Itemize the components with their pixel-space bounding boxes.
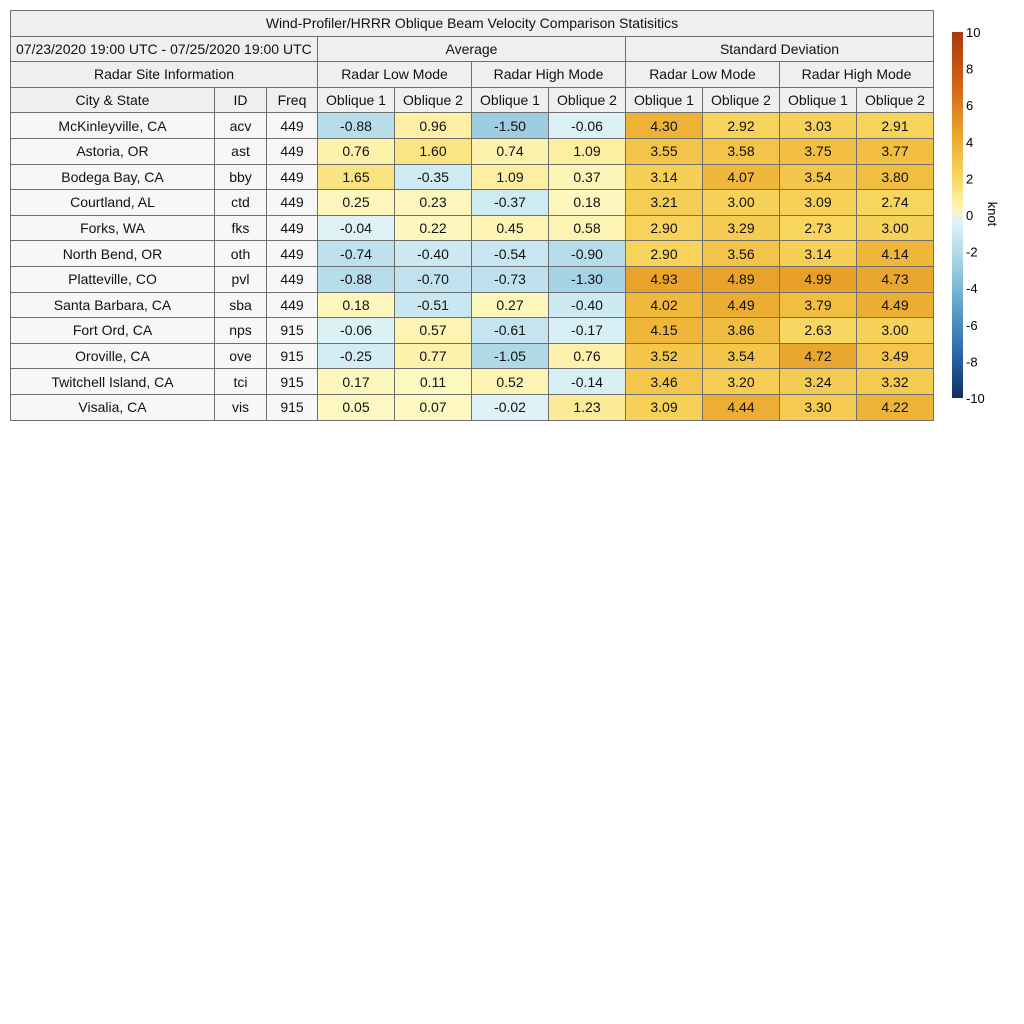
city-cell: Santa Barbara, CA: [11, 292, 215, 318]
std-high-oblique2-cell: 3.80: [857, 164, 934, 190]
std-low-oblique1-cell: 4.93: [626, 266, 703, 292]
colorbar-tick-label: -6: [966, 317, 978, 333]
avg-low-oblique1-cell: 0.25: [318, 190, 395, 216]
avg-high-mode-header: Radar High Mode: [472, 62, 626, 88]
freq-cell: 915: [267, 394, 318, 420]
avg-low-oblique1-cell: -0.74: [318, 241, 395, 267]
table-row: [11, 292, 934, 318]
std-high-oblique1-cell: 3.30: [780, 394, 857, 420]
std-high-oblique1-cell: 2.63: [780, 318, 857, 344]
colorbar-tick-label: 10: [966, 28, 981, 40]
std-low-oblique2-cell: 3.86: [703, 318, 780, 344]
std-low-oblique2-cell: 4.89: [703, 266, 780, 292]
avg-high-oblique2-cell: -0.40: [549, 292, 626, 318]
city-cell: Twitchell Island, CA: [11, 369, 215, 395]
std-high-oblique2-cell: 4.49: [857, 292, 934, 318]
std-high-oblique2-cell: 4.22: [857, 394, 934, 420]
freq-cell: 449: [267, 292, 318, 318]
col-avg-low-oblique2: Oblique 2: [395, 87, 472, 113]
colorbar-tick-label: 2: [966, 171, 974, 187]
freq-cell: 915: [267, 318, 318, 344]
freq-cell: 915: [267, 343, 318, 369]
std-high-oblique1-cell: 3.54: [780, 164, 857, 190]
std-high-oblique2-cell: 4.14: [857, 241, 934, 267]
col-avg-low-oblique1: Oblique 1: [318, 87, 395, 113]
avg-high-oblique2-cell: 0.76: [549, 343, 626, 369]
avg-high-oblique1-cell: -0.73: [472, 266, 549, 292]
std-low-oblique1-cell: 2.90: [626, 215, 703, 241]
freq-cell: 449: [267, 164, 318, 190]
avg-low-oblique1-cell: 0.76: [318, 138, 395, 164]
std-high-oblique2-cell: 3.00: [857, 318, 934, 344]
avg-low-oblique2-cell: 0.23: [395, 190, 472, 216]
colorbar-legend: [948, 28, 1008, 408]
id-cell: nps: [215, 318, 267, 344]
avg-high-oblique1-cell: 0.74: [472, 138, 549, 164]
std-high-oblique2-cell: 2.74: [857, 190, 934, 216]
city-cell: Fort Ord, CA: [11, 318, 215, 344]
id-cell: vis: [215, 394, 267, 420]
city-cell: Visalia, CA: [11, 394, 215, 420]
std-high-oblique1-cell: 3.79: [780, 292, 857, 318]
col-avg-high-oblique2: Oblique 2: [549, 87, 626, 113]
avg-low-oblique2-cell: -0.35: [395, 164, 472, 190]
city-cell: McKinleyville, CA: [11, 113, 215, 139]
colorbar-tick-label: 4: [966, 134, 974, 150]
std-high-oblique2-cell: 2.91: [857, 113, 934, 139]
city-cell: Astoria, OR: [11, 138, 215, 164]
id-cell: pvl: [215, 266, 267, 292]
freq-cell: 449: [267, 215, 318, 241]
id-cell: fks: [215, 215, 267, 241]
avg-low-oblique2-cell: 0.11: [395, 369, 472, 395]
freq-cell: 449: [267, 190, 318, 216]
std-low-oblique1-cell: 4.15: [626, 318, 703, 344]
avg-low-oblique1-cell: -0.06: [318, 318, 395, 344]
col-avg-high-oblique1: Oblique 1: [472, 87, 549, 113]
std-low-oblique2-cell: 3.54: [703, 343, 780, 369]
avg-low-mode-header: Radar Low Mode: [318, 62, 472, 88]
table-row: [11, 215, 934, 241]
std-low-oblique1-cell: 2.90: [626, 241, 703, 267]
table-row: [11, 266, 934, 292]
avg-high-oblique1-cell: -0.61: [472, 318, 549, 344]
avg-low-oblique2-cell: 0.77: [395, 343, 472, 369]
std-high-oblique1-cell: 3.09: [780, 190, 857, 216]
id-cell: sba: [215, 292, 267, 318]
table-row: [11, 138, 934, 164]
std-low-oblique1-cell: 3.09: [626, 394, 703, 420]
col-std-low-oblique1: Oblique 1: [626, 87, 703, 113]
city-cell: Forks, WA: [11, 215, 215, 241]
date-range: 07/23/2020 19:00 UTC - 07/25/2020 19:00 UTC: [11, 36, 318, 62]
std-low-oblique1-cell: 3.46: [626, 369, 703, 395]
city-cell: Oroville, CA: [11, 343, 215, 369]
id-cell: ctd: [215, 190, 267, 216]
table-row: [11, 241, 934, 267]
std-high-oblique2-cell: 3.00: [857, 215, 934, 241]
city-cell: North Bend, OR: [11, 241, 215, 267]
avg-high-oblique2-cell: 1.09: [549, 138, 626, 164]
avg-low-oblique2-cell: -0.51: [395, 292, 472, 318]
std-high-oblique1-cell: 2.73: [780, 215, 857, 241]
std-high-oblique2-cell: 4.73: [857, 266, 934, 292]
std-high-oblique1-cell: 4.72: [780, 343, 857, 369]
colorbar-tick-label: 0: [966, 208, 974, 223]
avg-high-oblique2-cell: 0.37: [549, 164, 626, 190]
site-info-header: Radar Site Information: [11, 62, 318, 88]
std-high-oblique2-cell: 3.77: [857, 138, 934, 164]
std-low-oblique2-cell: 3.20: [703, 369, 780, 395]
std-low-oblique2-cell: 4.07: [703, 164, 780, 190]
table-row: [11, 164, 934, 190]
colorbar: [952, 32, 963, 398]
colorbar-tick-label: -2: [966, 244, 978, 260]
std-low-oblique1-cell: 4.02: [626, 292, 703, 318]
avg-high-oblique2-cell: 0.18: [549, 190, 626, 216]
std-low-oblique2-cell: 3.58: [703, 138, 780, 164]
city-cell: Bodega Bay, CA: [11, 164, 215, 190]
table-row: [11, 190, 934, 216]
std-low-mode-header: Radar Low Mode: [626, 62, 780, 88]
std-high-oblique1-cell: 3.24: [780, 369, 857, 395]
std-low-oblique2-cell: 3.56: [703, 241, 780, 267]
table-row: [11, 343, 934, 369]
avg-high-oblique2-cell: -0.17: [549, 318, 626, 344]
avg-low-oblique2-cell: 0.96: [395, 113, 472, 139]
id-cell: acv: [215, 113, 267, 139]
std-low-oblique2-cell: 3.29: [703, 215, 780, 241]
avg-high-oblique1-cell: 0.52: [472, 369, 549, 395]
std-low-oblique1-cell: 3.55: [626, 138, 703, 164]
id-cell: oth: [215, 241, 267, 267]
avg-low-oblique2-cell: 0.07: [395, 394, 472, 420]
average-header: Average: [318, 36, 626, 62]
std-low-oblique2-cell: 4.49: [703, 292, 780, 318]
col-std-high-oblique2: Oblique 2: [857, 87, 934, 113]
table-row: [11, 318, 934, 344]
avg-low-oblique1-cell: 0.17: [318, 369, 395, 395]
avg-high-oblique1-cell: 1.09: [472, 164, 549, 190]
avg-low-oblique1-cell: -0.88: [318, 266, 395, 292]
std-low-oblique2-cell: 4.44: [703, 394, 780, 420]
avg-high-oblique1-cell: 0.45: [472, 215, 549, 241]
avg-low-oblique2-cell: 0.57: [395, 318, 472, 344]
std-high-oblique1-cell: 3.14: [780, 241, 857, 267]
avg-high-oblique2-cell: -1.30: [549, 266, 626, 292]
avg-high-oblique1-cell: -0.02: [472, 394, 549, 420]
std-low-oblique1-cell: 4.30: [626, 113, 703, 139]
std-low-oblique2-cell: 3.00: [703, 190, 780, 216]
avg-low-oblique1-cell: 0.05: [318, 394, 395, 420]
std-low-oblique1-cell: 3.52: [626, 343, 703, 369]
col-city-header: City & State: [11, 87, 215, 113]
std-high-oblique2-cell: 3.49: [857, 343, 934, 369]
avg-high-oblique2-cell: -0.90: [549, 241, 626, 267]
freq-cell: 915: [267, 369, 318, 395]
avg-low-oblique2-cell: 1.60: [395, 138, 472, 164]
avg-low-oblique2-cell: 0.22: [395, 215, 472, 241]
avg-high-oblique2-cell: -0.14: [549, 369, 626, 395]
id-cell: ove: [215, 343, 267, 369]
avg-low-oblique1-cell: -0.88: [318, 113, 395, 139]
freq-cell: 449: [267, 138, 318, 164]
std-high-oblique1-cell: 4.99: [780, 266, 857, 292]
std-header: Standard Deviation: [626, 36, 934, 62]
colorbar-tick-label: 6: [966, 98, 974, 114]
avg-low-oblique1-cell: -0.04: [318, 215, 395, 241]
avg-low-oblique1-cell: 1.65: [318, 164, 395, 190]
colorbar-tick-label: -8: [966, 354, 978, 370]
comparison-table: [10, 10, 934, 421]
colorbar-tick-label: -4: [966, 281, 978, 297]
city-cell: Platteville, CO: [11, 266, 215, 292]
avg-high-oblique1-cell: 0.27: [472, 292, 549, 318]
avg-high-oblique2-cell: -0.06: [549, 113, 626, 139]
std-low-oblique2-cell: 2.92: [703, 113, 780, 139]
colorbar-tick-label: 8: [966, 61, 974, 77]
id-cell: tci: [215, 369, 267, 395]
id-cell: ast: [215, 138, 267, 164]
freq-cell: 449: [267, 241, 318, 267]
std-high-oblique1-cell: 3.03: [780, 113, 857, 139]
std-high-oblique1-cell: 3.75: [780, 138, 857, 164]
std-high-mode-header: Radar High Mode: [780, 62, 934, 88]
colorbar-label: knot: [985, 201, 1000, 227]
avg-low-oblique2-cell: -0.40: [395, 241, 472, 267]
col-std-low-oblique2: Oblique 2: [703, 87, 780, 113]
id-cell: bby: [215, 164, 267, 190]
table-row: [11, 113, 934, 139]
avg-low-oblique1-cell: -0.25: [318, 343, 395, 369]
std-low-oblique1-cell: 3.21: [626, 190, 703, 216]
colorbar-tick-label: -10: [966, 391, 985, 406]
col-freq-header: Freq: [267, 87, 318, 113]
std-high-oblique2-cell: 3.32: [857, 369, 934, 395]
avg-low-oblique1-cell: 0.18: [318, 292, 395, 318]
avg-high-oblique2-cell: 1.23: [549, 394, 626, 420]
freq-cell: 449: [267, 266, 318, 292]
table-row: [11, 394, 934, 420]
avg-high-oblique2-cell: 0.58: [549, 215, 626, 241]
avg-high-oblique1-cell: -0.54: [472, 241, 549, 267]
col-std-high-oblique1: Oblique 1: [780, 87, 857, 113]
avg-high-oblique1-cell: -1.50: [472, 113, 549, 139]
table-title: Wind-Profiler/HRRR Oblique Beam Velocity Comparison Statisitics: [11, 11, 934, 37]
freq-cell: 449: [267, 113, 318, 139]
avg-high-oblique1-cell: -0.37: [472, 190, 549, 216]
std-low-oblique1-cell: 3.14: [626, 164, 703, 190]
table-row: [11, 369, 934, 395]
avg-low-oblique2-cell: -0.70: [395, 266, 472, 292]
col-id-header: ID: [215, 87, 267, 113]
avg-high-oblique1-cell: -1.05: [472, 343, 549, 369]
city-cell: Courtland, AL: [11, 190, 215, 216]
